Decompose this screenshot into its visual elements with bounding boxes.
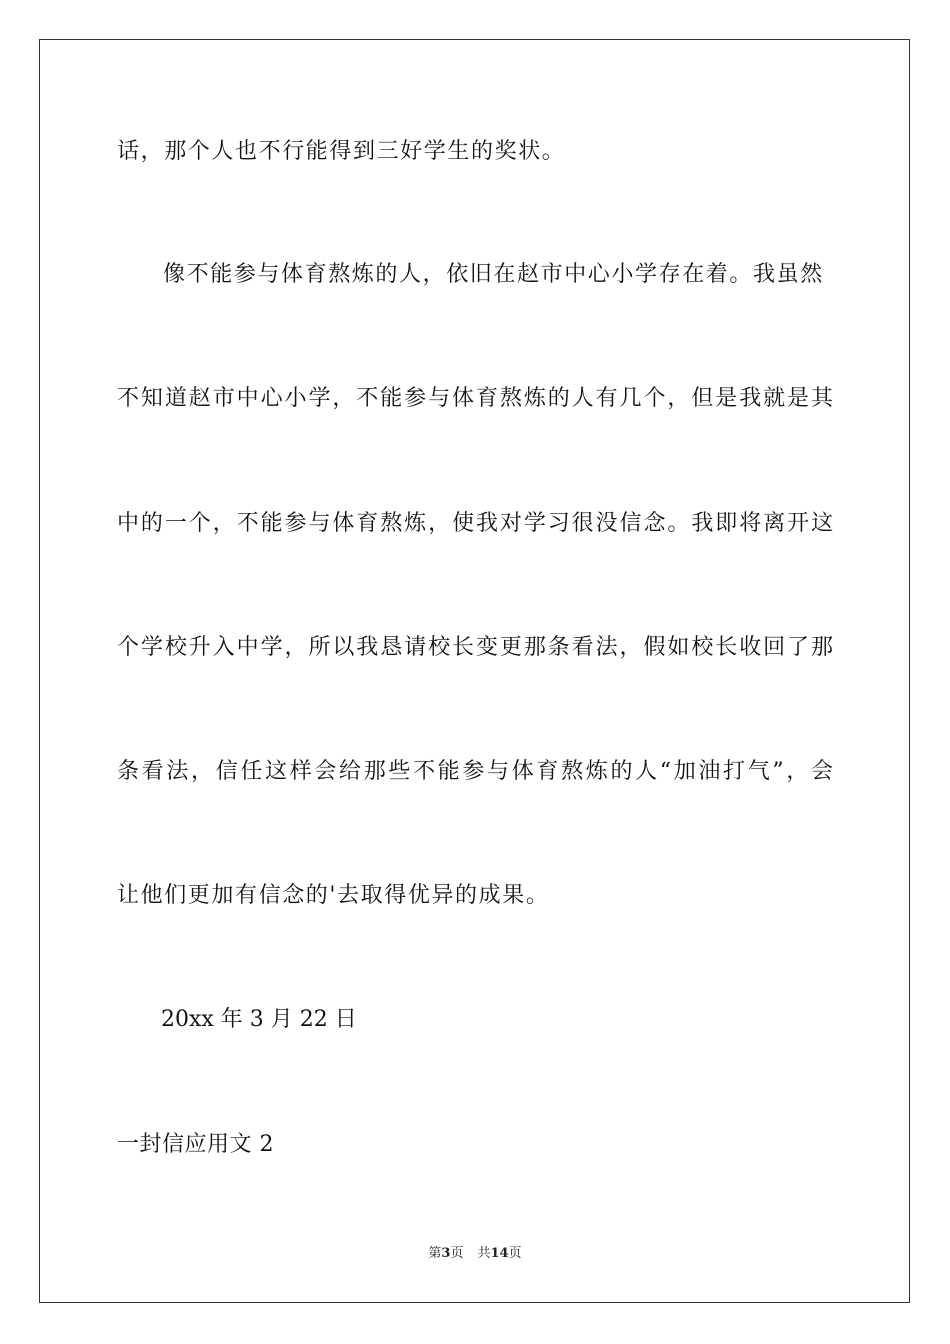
page-footer bbox=[0, 1244, 950, 1264]
body-line-3: 不知道赵市中心小学，不能参与体育熬炼的人有几个，但是我就是其 bbox=[117, 386, 833, 411]
body-line-1: 话，那个人也不行能得到三好学生的奖状。 bbox=[117, 139, 566, 164]
page-prefix: 第 bbox=[428, 1246, 442, 1261]
total-prefix: 共 bbox=[477, 1246, 491, 1261]
page-border bbox=[39, 39, 910, 1303]
body-line-2: 像不能参与体育熬炼的人，依旧在赵市中心小学存在着。我虽然 bbox=[163, 262, 824, 287]
body-line-4: 中的一个，不能参与体育熬炼，使我对学习很没信念。我即将离开这 bbox=[117, 511, 833, 536]
total-suffix: 页 bbox=[508, 1246, 522, 1261]
section-heading: 一封信应用文 2 bbox=[117, 1132, 274, 1157]
page-number: 3 bbox=[441, 1246, 451, 1261]
page-suffix: 页 bbox=[450, 1246, 464, 1261]
total-pages: 14 bbox=[490, 1246, 509, 1261]
letter-date: 20xx 年 3 月 22 日 bbox=[161, 1007, 357, 1032]
body-line-7: 让他们更加有信念的'去取得优异的成果。 bbox=[117, 883, 550, 908]
body-line-6: 条看法，信任这样会给那些不能参与体育熬炼的人“加油打气”，会 bbox=[117, 759, 833, 784]
body-line-5: 个学校升入中学，所以我恳请校长变更那条看法，假如校长收回了那 bbox=[117, 635, 833, 660]
